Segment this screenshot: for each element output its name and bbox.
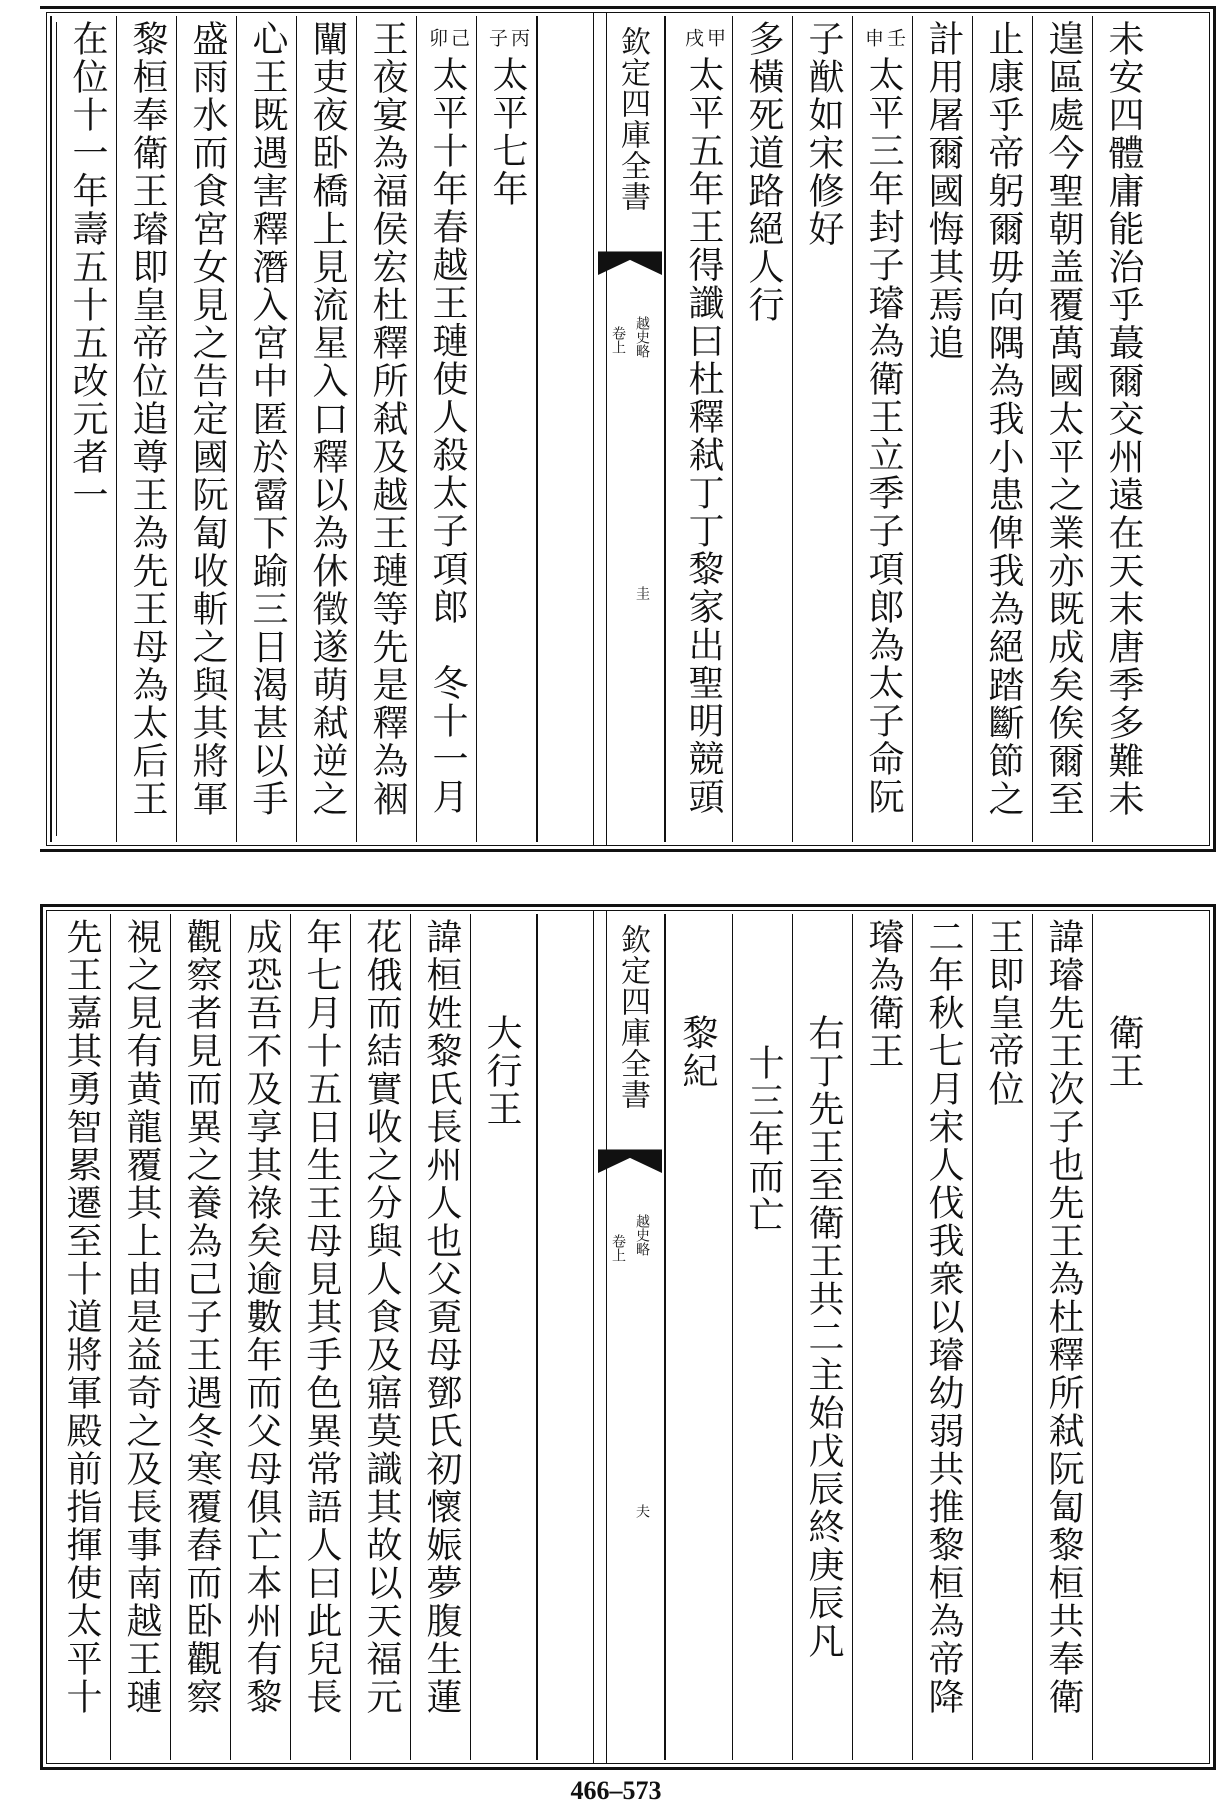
text-column: 視之見有黄龍覆其上由是益奇之及長事南越王璉 [121, 918, 162, 1716]
column-rule [116, 16, 117, 842]
text-column: 闡吏夜卧橋上見流星入口釋以為休徵遂萌弒逆之 [307, 20, 348, 818]
year-note-upper: 丙 [508, 28, 530, 47]
year-note-upper: 己 [448, 28, 470, 47]
year-note-lower: 子 [486, 28, 508, 47]
frame-bottom-inner [46, 1763, 600, 1764]
text-column: 成恐吾不及享其祿矣逾數年而父母俱亡本州有黎 [241, 918, 282, 1716]
frame-top-inner [46, 910, 600, 911]
fold-title: 欽定四庫全書 [615, 26, 650, 212]
text-column: 太平五年王得讖曰杜釋弒丁丁黎家出聖明競頭 [683, 56, 724, 816]
column-rule [852, 16, 853, 842]
column-rule [1032, 914, 1033, 1760]
text-column: 太平十年春越王璉使人殺太子項郎 冬十一月 [427, 56, 468, 816]
fishtail-icon [598, 1146, 662, 1190]
frame-bottom [40, 1767, 600, 1770]
frame-inner-edge [1209, 910, 1210, 1764]
column-rule [1092, 914, 1093, 1760]
text-column: 太平三年封子璿為衛王立季子項郎為太子命阮 [863, 56, 904, 816]
text-column: 盛雨水而食宮女見之告定國阮匐收斬之與其將軍 [187, 20, 228, 818]
frame-top [600, 6, 1216, 9]
text-column: 二年秋七月宋人伐我衆以璿幼弱共推黎桓為帝降 [923, 918, 964, 1716]
fold-leaf-number: 圭 [634, 586, 650, 600]
frame-top [40, 904, 600, 907]
column-rule [1032, 16, 1033, 842]
text-column: 王即皇帝位 [983, 918, 1024, 1108]
frame-top-inner [600, 910, 1210, 911]
column-rule [792, 16, 793, 842]
column-rule [416, 16, 417, 842]
column-rule [732, 914, 733, 1760]
year-note-lower: 戌 [682, 28, 704, 47]
column-rule [912, 16, 913, 842]
lower-left-half [40, 904, 600, 1770]
column-rule [170, 914, 171, 1760]
column-rule [356, 16, 357, 842]
frame-bottom-inner [46, 845, 600, 846]
text-column: 王夜宴為福侯宏杜釋所弒及越王璉等先是釋為裀 [367, 20, 408, 818]
text-column: 太平七年 [487, 56, 528, 208]
column-rule [176, 16, 177, 842]
upper-left-half [40, 6, 600, 852]
fold-margin [600, 914, 666, 1760]
frame-edge [50, 16, 52, 842]
fold-margin [600, 16, 666, 842]
fishtail-icon [598, 248, 662, 292]
text-column: 年七月十五日生王母見其手色異常語人曰此兒長 [301, 918, 342, 1716]
frame-top-inner [600, 12, 1210, 13]
text-column: 心王既遇害釋潛入宮中匿於霤下踰三日渴甚以手 [247, 20, 288, 818]
column-rule [972, 16, 973, 842]
fold-leaf-number: 夫 [634, 1504, 650, 1518]
column-rule [236, 16, 237, 842]
text-column: 十三年而亡 [743, 1044, 784, 1234]
column-rule [290, 914, 291, 1760]
column-rule [296, 16, 297, 842]
frame-top [600, 904, 1216, 907]
frame-edge [40, 904, 43, 1770]
section-heading: 黎紀 [677, 1014, 718, 1090]
text-column: 右丁先王至衛王共二主始戊辰終庚辰凡 [803, 1014, 844, 1660]
text-column: 花俄而結實收之分與人食及寤莫識其故以天福元 [361, 918, 402, 1716]
frame-inner-edge [1209, 12, 1210, 846]
fold-book-name: 越史略 [634, 1214, 650, 1256]
column-rule [470, 914, 471, 1760]
frame-bottom [600, 1767, 1216, 1770]
upper-right-half [600, 6, 1216, 852]
text-column: 觀察者見而異之養為己子王遇冬寒覆舂而卧觀察 [181, 918, 222, 1716]
section-heading: 衛王 [1103, 1014, 1144, 1090]
fold-edge [536, 914, 538, 1760]
fishtail-mark [598, 248, 662, 292]
column-rule [230, 914, 231, 1760]
text-column: 黎桓奉衛王璿即皇帝位追尊王為先王母為太后王 [127, 20, 168, 818]
frame-edge [1213, 6, 1216, 852]
column-rule [972, 914, 973, 1760]
text-column: 多橫死道路絕人行 [743, 20, 784, 324]
section-heading: 大行王 [481, 1014, 522, 1128]
text-column: 璿為衛王 [863, 918, 904, 1070]
year-note-lower: 卯 [426, 28, 448, 47]
column-rule [732, 16, 733, 842]
frame-bottom [40, 849, 600, 852]
lower-right-half [600, 904, 1216, 1770]
text-column: 諱桓姓黎氏長州人也父覔母鄧氏初懷娠夢腹生蓮 [421, 918, 462, 1716]
year-note-upper: 壬 [884, 28, 906, 47]
column-rule [410, 914, 411, 1760]
year-note-lower: 申 [862, 28, 884, 47]
frame-inner-edge [46, 910, 47, 1764]
frame-bottom-inner [600, 1763, 1210, 1764]
frame-top [40, 6, 600, 9]
frame-bottom [600, 849, 1216, 852]
year-note-upper: 甲 [704, 28, 726, 47]
column-rule [350, 914, 351, 1760]
column-rule [110, 914, 111, 1760]
text-column: 子猷如宋修好 [803, 20, 844, 248]
fold-book-name: 越史略 [634, 316, 650, 358]
text-column: 在位十一年壽五十五改元者一 [67, 20, 108, 514]
text-column: 未安四體庸能治乎蕞爾交州遠在天末唐季多難未 [1103, 20, 1144, 818]
fold-volume: 卷上 [610, 1234, 626, 1262]
text-column: 止康乎帝躬爾毋向隅為我小患俾我為絕踏斷節之 [983, 20, 1024, 818]
fold-edge [536, 16, 538, 842]
text-column: 先王嘉其勇智累遷至十道將軍殿前指揮使太平十 [61, 918, 102, 1716]
text-column: 計用屠爾國悔其焉追 [923, 20, 964, 362]
fold-title: 欽定四庫全書 [615, 924, 650, 1110]
fishtail-mark [598, 1146, 662, 1190]
text-column: 諱璿先王次子也先王為杜釋所弒阮匐黎桓共奉衛 [1043, 918, 1084, 1716]
column-rule [792, 914, 793, 1760]
fold-volume: 卷上 [610, 326, 626, 354]
text-column: 遑區處今聖朝盖覆萬國太平之業亦既成矣俟爾至 [1043, 20, 1084, 818]
frame-inner-edge [56, 22, 57, 836]
column-rule [476, 16, 477, 842]
frame-edge [1213, 904, 1216, 1770]
column-rule [852, 914, 853, 1760]
frame-top-inner [46, 12, 600, 13]
column-rule [912, 914, 913, 1760]
frame-bottom-inner [600, 845, 1210, 846]
page-number: 466–573 [570, 1776, 662, 1805]
column-rule [1092, 16, 1093, 842]
